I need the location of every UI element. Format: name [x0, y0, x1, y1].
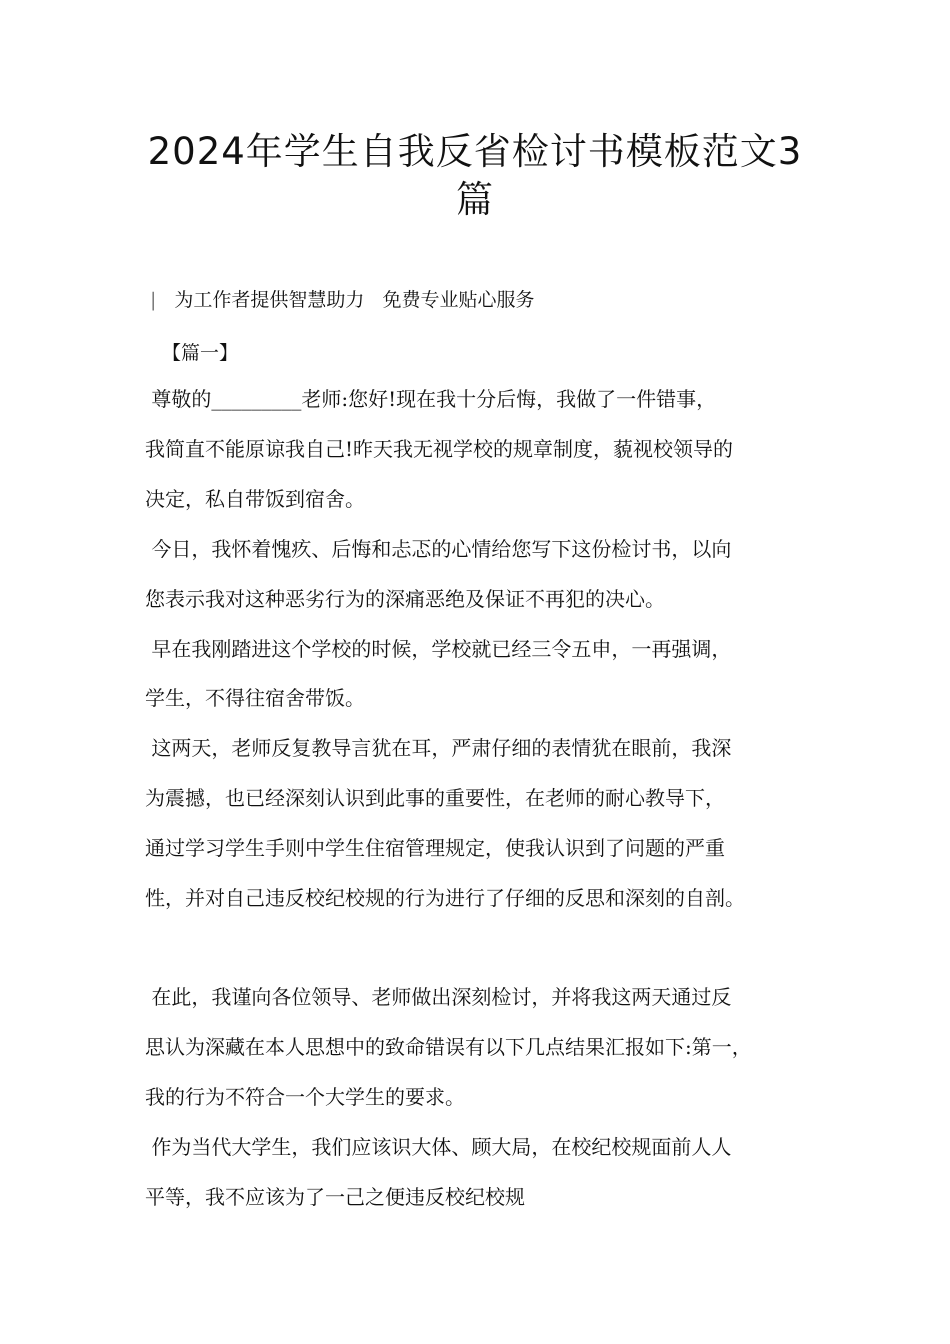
body-line: 我简直不能原谅我自己!昨天我无视学校的规章制度，藐视校领导的 [145, 437, 734, 461]
body-line: 作为当代大学生，我们应该识大体、顾大局，在校纪校规面前人人 [145, 1135, 732, 1159]
section-heading: 【篇一】 [162, 342, 239, 364]
title-line-2: 篇 [456, 178, 494, 221]
body-line: 通过学习学生手则中学生住宿管理规定，使我认识到了问题的严重 [145, 836, 725, 860]
body-line: 早在我刚踏进这个学校的时候，学校就已经三令五申，一再强调， [145, 637, 732, 661]
body-line: 为震撼，也已经深刻认识到此事的重要性，在老师的耐心教导下， [145, 786, 725, 810]
body-line: 我的行为不符合一个大学生的要求。 [145, 1085, 465, 1109]
body-line: 平等，我不应该为了一己之便违反校纪校规 [145, 1185, 525, 1209]
body-line: 性，并对自己违反校纪校规的行为进行了仔细的反思和深刻的自剖。 [145, 886, 745, 910]
body-line: 您表示我对这种恶劣行为的深痛恶绝及保证不再犯的决心。 [145, 587, 665, 611]
slogan-text: 为工作者提供智慧助力 免费专业贴心服务 [174, 289, 535, 311]
body-line: 决定，私自带饭到宿舍。 [145, 487, 365, 511]
title-line-1: 2024年学生自我反省检讨书模板范文3 [147, 130, 803, 173]
body-line: 学生，不得往宿舍带饭。 [145, 686, 365, 710]
body-line: 思认为深藏在本人思想中的致命错误有以下几点结果汇报如下:第一， [145, 1035, 752, 1059]
slogan [150, 287, 535, 313]
body-line: 在此，我谨向各位领导、老师做出深刻检讨，并将我这两天通过反 [145, 985, 732, 1009]
body-line: 尊敬的_________老师:您好!现在我十分后悔，我做了一件错事， [145, 387, 717, 411]
document-title [80, 128, 870, 224]
body-line: 这两天，老师反复教导言犹在耳，严肃仔细的表情犹在眼前，我深 [145, 736, 732, 760]
body-line: 今日，我怀着愧疚、后悔和忐忑的心情给您写下这份检讨书，以向 [145, 537, 732, 561]
slogan-bar: | [150, 289, 157, 311]
